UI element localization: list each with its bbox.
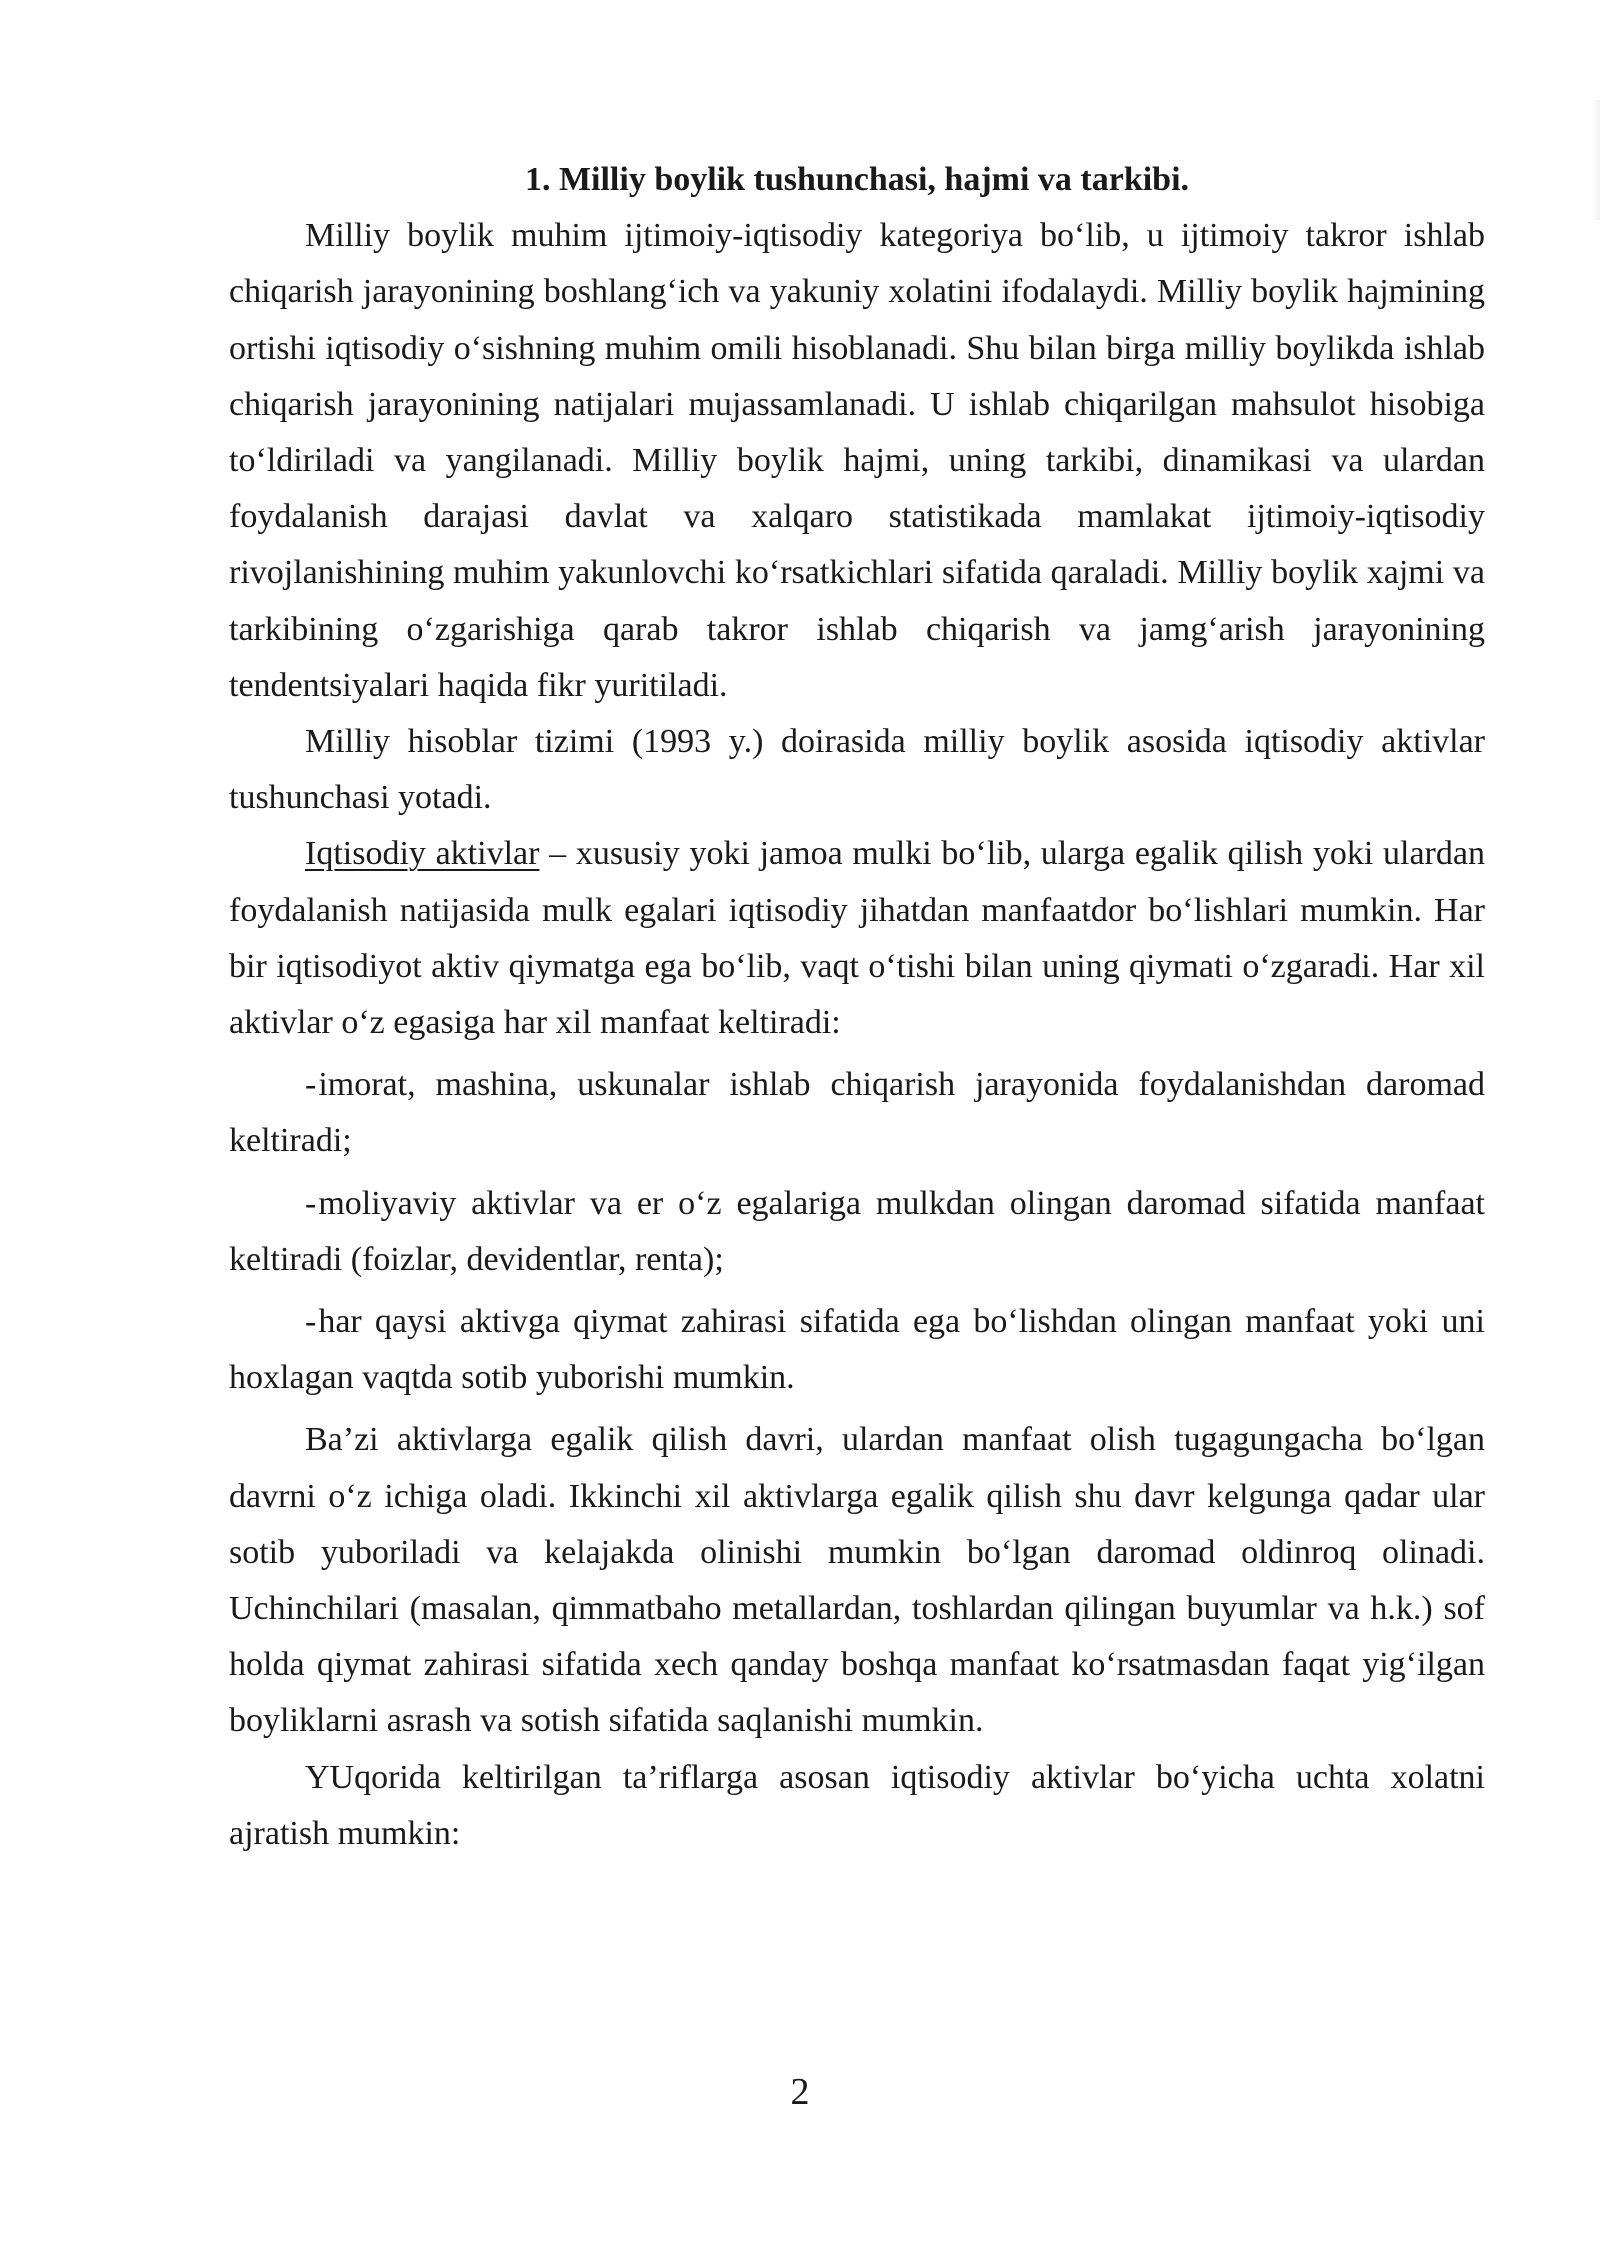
paragraph-4: Ba’zi aktivlarga egalik qilish davri, ulardan manfaat olish tugagungacha bo‘lgan davrni o‘z ichiga oladi. Ikkinchi xil aktivlarga egalik qilish shu davr kelgunga qadar ular sotib yuboriladi va kelajakda olinishi mumkin bo‘lgan daromad oldinroq olinadi. Uchinchilari (masalan, qimmatbaho metallardan, toshlardan qilingan buyumlar va h.k.) sof holda qiymat zahirasi sifatida xech qanday boshqa manfaat ko‘rsatmasdan faqat yig‘ilgan boyliklarni asrash va sotish sifatida saqlanishi mumkin. [229,1421,1485,1740]
bullet-dash: - [305,1303,317,1341]
bullet-text: har qaysi aktivga qiymat zahirasi sifatida ega bo‘lishdan olingan manfaat yoki uni hoxlagan vaqtda sotib yuborishi mumkin. [229,1303,1485,1397]
bullet-text: moliyaviy aktivlar va er o‘z egalariga mulkdan olingan daromad sifatida manfaat keltiradi (foizlar, devidentlar, renta); [229,1184,1485,1278]
paragraph-3 [229,826,1485,1051]
paragraph-3-text: – xususiy yoki jamoa mulki bo‘lib, ularga egalik qilish yoki ulardan foydalanish natijasida mulk egalari iqtisodiy jihatdan manfaatdor bo‘lishlari mumkin. Har bir iqtisodiyot aktiv qiymatga ega bo‘lib, vaqt o‘tishi bilan uning qiymati o‘zgaradi. Har xil aktivlar o‘z egasiga har xil manfaat keltiradi: [229,835,1485,1042]
bullet-dash: - [305,1184,317,1222]
page-edge-shadow [1592,100,1600,220]
section-title: 1. Milliy boylik tushunchasi, hajmi va tarkibi. [524,161,1190,198]
document-body [229,152,1485,1862]
term-iqtisodiy-aktivlar: Iqtisodiy aktivlar [305,835,540,873]
paragraph-1: Milliy boylik muhim ijtimoiy-iqtisodiy kategoriya bo‘lib, u ijtimoiy takror ishlab chiqarish jarayonining boshlang‘ich va yakuniy xolatini ifodalaydi. Milliy boylik hajmining ortishi iqtisodiy o‘sishning muhim omili hisoblanadi. Shu bilan birga milliy boylikda ishlab chiqarish jarayonining natijalari mujassamlanadi. U ishlab chiqarilgan mahsulot hisobiga to‘ldiriladi va yangilanadi. Milliy boylik hajmi, uning tarkibi, dinamikasi va ulardan foydalanish darajasi davlat va xalqaro statistikada mamlakat ijtimoiy-iqtisodiy rivojlanishining muhim yakunlovchi ko‘rsatkichlari sifatida qaraladi. Milliy boylik xajmi va tarkibining o‘zgarishiga qarab takror ishlab chiqarish va jamg‘arish jarayonining tendentsiyalari haqida fikr yuritiladi. [229,217,1485,704]
page-number: 2 [790,2071,810,2113]
paragraph-5: YUqorida keltirilgan ta’riflarga asosan iqtisodiy aktivlar bo‘yicha uchta xolatni ajratish mumkin: [229,1758,1485,1852]
bullet-text: imorat, mashina, uskunalar ishlab chiqarish jarayonida foydalanishdan daromad keltiradi; [229,1066,1485,1160]
bullet-dash: - [305,1066,317,1104]
bullet-item-3 [229,1294,1485,1406]
bullet-item-2 [229,1176,1485,1288]
paragraph-2: Milliy hisoblar tizimi (1993 y.) doirasida milliy boylik asosida iqtisodiy aktivlar tushunchasi yotadi. [229,723,1485,817]
bullet-item-1 [229,1057,1485,1169]
